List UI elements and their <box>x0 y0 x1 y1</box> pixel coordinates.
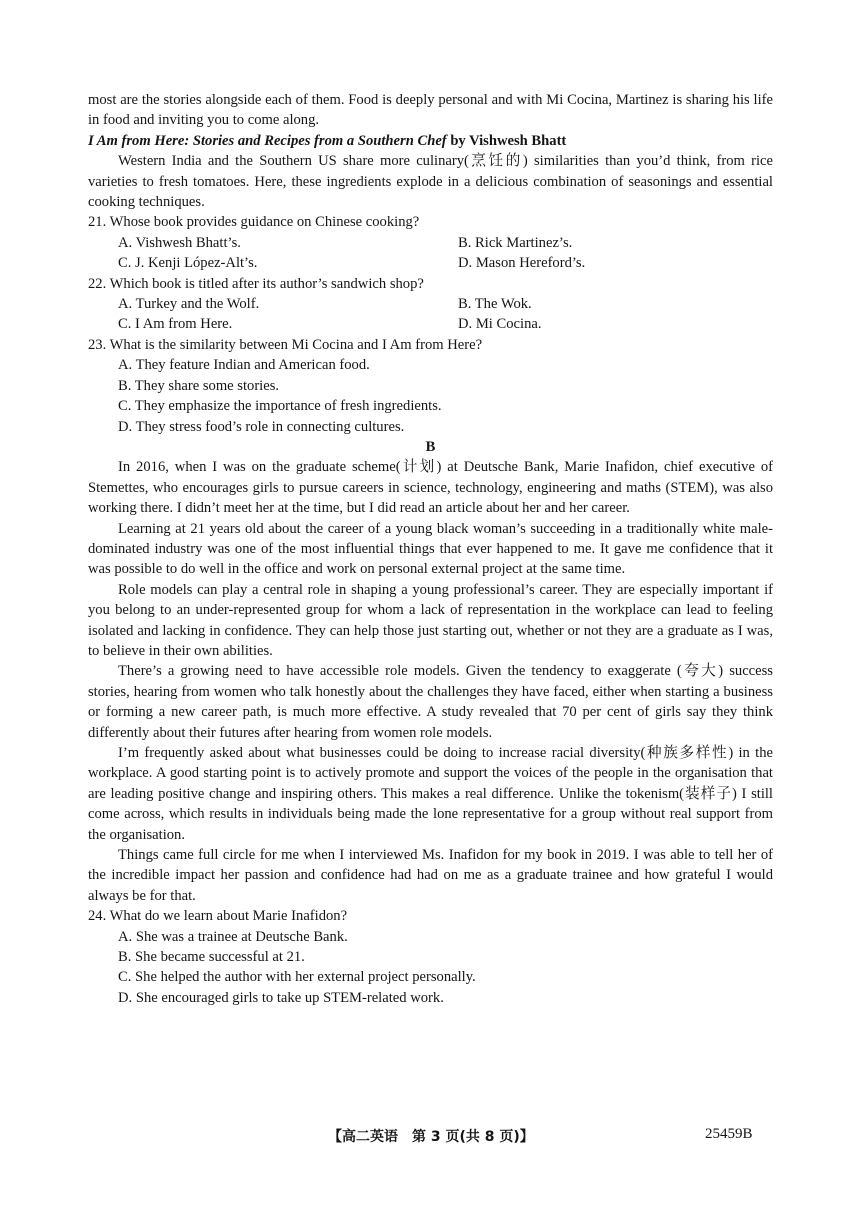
passage-b-paragraph: I’m frequently asked about what businesses could be doing to increase racial diversity(种族多样性) in the workplace. A good starting point is to actively promote and support the voices of the people in the organisation that are leading positive change and inspiring others. This makes a real difference. Unlike the tokenism(装样子) I still come across, which results in individuals being made the lone representative for a group without real support from the organisation. <box>88 745 773 843</box>
page-content <box>88 90 773 1008</box>
passage-b-paragraph: Things came full circle for me when I interviewed Ms. Inafidon for my book in 2019. I was able to tell her of the incredible impact her passion and confidence had had on me as a graduate trainee and how grateful I would always be for that. <box>88 847 773 904</box>
book-title: I Am from Here: Stories and Recipes from a Southern Chef <box>88 132 447 149</box>
book-author: by Vishwesh Bhatt <box>450 132 567 149</box>
passage-a-tail: most are the stories alongside each of them. Food is deeply personal and with Mi Cocina, Martinez is sharing his life in food and inviting you to come along. <box>88 92 773 129</box>
option-a[interactable]: A. They feature Indian and American food. <box>118 357 370 374</box>
question-23-options <box>88 355 773 437</box>
option-d[interactable]: D. Mason Hereford’s. <box>458 255 586 272</box>
passage-b-paragraph: Role models can play a central role in shaping a young professional’s career. They are especially important if you belong to an under-represented group for whom a lack of representation in the workplace can lead to feeling isolated and lacking in confidence. They can help those just starting out, whether or not they are a graduate as I was, to believe in their own abilities. <box>88 581 773 659</box>
passage-b-paragraph: Learning at 21 years old about the career of a young black woman’s succeeding in a traditionally white male-dominated industry was one of the most influential things that ever happened to me. It gave me confidence that it was possible to do well in the office and work on personal external project at the same time. <box>88 520 773 578</box>
page-footer <box>0 1126 860 1150</box>
option-d[interactable]: D. They stress food’s role in connecting cultures. <box>118 418 405 435</box>
option-b[interactable]: B. Rick Martinez’s. <box>458 234 573 251</box>
question-24-options <box>88 927 773 1009</box>
question-22-stem: 22. Which book is titled after its author’s sandwich shop? <box>88 275 424 292</box>
exam-code: 25459B <box>705 1126 753 1142</box>
question-21-stem: 21. Whose book provides guidance on Chinese cooking? <box>88 214 420 231</box>
option-a[interactable]: A. She was a trainee at Deutsche Bank. <box>118 928 348 945</box>
option-d[interactable]: D. Mi Cocina. <box>458 316 542 333</box>
book-heading <box>88 131 773 151</box>
book-description: Western India and the Southern US share more culinary(烹饪的) similarities than you’d think, from rice varieties to fresh tomatoes. Here, these ingredients explode in a delicious combination of seasonings and essential cooking techniques. <box>88 153 773 211</box>
option-c[interactable]: C. They emphasize the importance of fresh ingredients. <box>118 398 442 415</box>
page-number-label: 【高二英语 第 3 页(共 8 页)】 <box>328 1129 534 1145</box>
option-c[interactable]: C. J. Kenji López-Alt’s. <box>118 255 258 272</box>
option-c[interactable]: C. She helped the author with her external project personally. <box>118 969 476 986</box>
option-d[interactable]: D. She encouraged girls to take up STEM-related work. <box>118 989 444 1006</box>
option-c[interactable]: C. I Am from Here. <box>118 316 233 333</box>
question-24-stem: 24. What do we learn about Marie Inafidon? <box>88 908 348 925</box>
question-23-stem: 23. What is the similarity between Mi Cocina and I Am from Here? <box>88 336 483 353</box>
option-b[interactable]: B. She became successful at 21. <box>118 949 305 966</box>
option-b[interactable]: B. The Wok. <box>458 296 532 313</box>
question-22-options <box>88 294 773 335</box>
option-a[interactable]: A. Turkey and the Wolf. <box>118 296 260 313</box>
question-21-options <box>88 233 773 274</box>
section-b-heading: B <box>425 438 436 455</box>
passage-b-paragraph: In 2016, when I was on the graduate scheme(计划) at Deutsche Bank, Marie Inafidon, chief executive of Stemettes, who encourages girls to pursue careers in science, technology, engineering and maths (STEM), was also working there. I didn’t meet her at the time, but I did read an article about her and her career. <box>88 459 773 517</box>
option-b[interactable]: B. They share some stories. <box>118 377 280 394</box>
option-a[interactable]: A. Vishwesh Bhatt’s. <box>118 234 241 251</box>
passage-b-paragraph: There’s a growing need to have accessible role models. Given the tendency to exaggerate (夸大) success stories, hearing from women who talk honestly about the challenges they have faced, either when starting a business or forming a new career path, is much more effective. A study revealed that 70 per cent of girls say they think differently about their futures after hearing from women role models. <box>88 663 773 741</box>
